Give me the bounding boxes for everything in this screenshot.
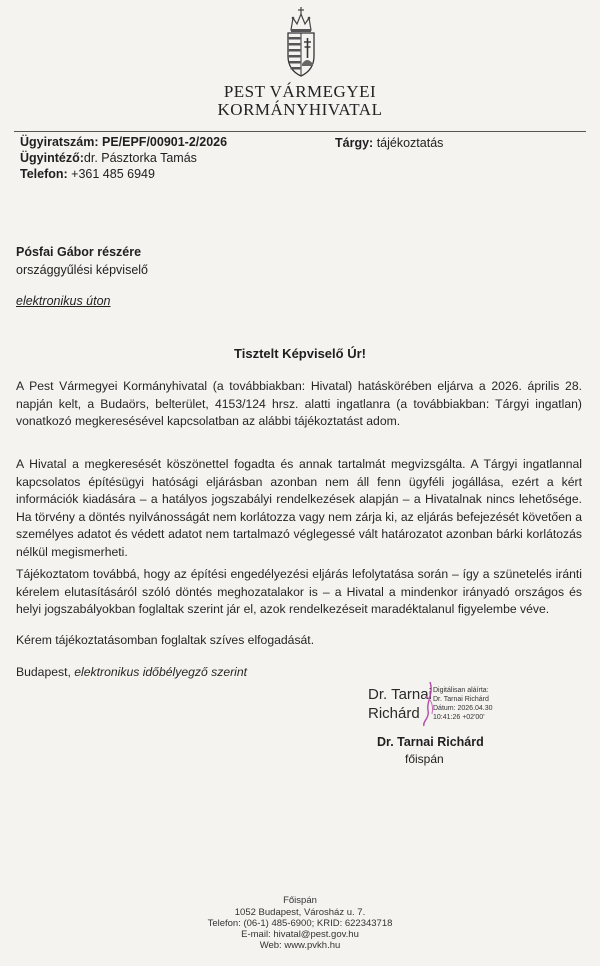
footer-title: Főispán (283, 895, 317, 906)
signature-line2: Richárd (368, 705, 420, 722)
signer-name: Dr. Tarnai Richárd (377, 735, 484, 749)
subject-label: Tárgy: (335, 136, 374, 150)
digital-signature-date: Dátum: 2026.04.30 (433, 705, 493, 712)
officer-row (20, 150, 197, 167)
officer-label: Ügyintéző: (20, 151, 84, 165)
signature-line1: Dr. Tarnai (368, 686, 432, 703)
phone-value: +361 485 6949 (71, 167, 155, 181)
digital-signature-name: Dr. Tarnai Richárd (433, 696, 489, 703)
subject-row (335, 136, 443, 150)
addressee-role: országgyűlési képviselő (16, 263, 149, 277)
dateline-text: elektronikus időbélyegző szerint (74, 665, 248, 679)
header-divider (14, 131, 586, 132)
org-name-line2: KORMÁNYHIVATAL (217, 100, 383, 119)
footer-phone: Telefon: (06-1) 485-6900; KRID: 622343718 (207, 918, 393, 929)
body-paragraph-3: Tájékoztatom továbbá, hogy az építési engedélyezési eljárás lefolytatása során – így a szünetelés iránti kérelem elutasításáról szóló döntés meghozatalakor is – a Hivatal a mindenkor irányadó országos és helyi jogszabályokban foglaltak szerint jár el, azok rendelkezéseit maradéktalanul figyelembe véve. (16, 567, 582, 616)
body-paragraph-1: A Pest Vármegyei Kormányhivatal (a továbbiakban: Hivatal) hatáskörében eljárva a 2026. április 28. napján kelt, a Budaörs, belterület, 4153/124 hrsz. alatti ingatlanra (a továbbiakban: Tárgyi ingatlan) vonatkozó megkeresésével kapcsolatban az alábbi tájékoztatást adom. (16, 379, 582, 428)
dateline-place: Budapest, (16, 665, 71, 679)
case-number-label: Ügyiratszám: (20, 135, 99, 149)
signer-title: főispán (405, 752, 444, 766)
digital-signature-stamp (433, 686, 493, 722)
digital-signature-time: 10:41:26 +02'00' (433, 714, 485, 721)
addressee-name: Pósfai Gábor részére (16, 245, 142, 259)
footer-web: Web: www.pvkh.hu (259, 940, 341, 951)
salutation: Tisztelt Képviselő Úr! (234, 346, 366, 361)
body-paragraph-4: Kérem tájékoztatásomban foglaltak szíves elfogadását. (16, 633, 315, 647)
footer-email: E-mail: hivatal@pest.gov.hu (241, 929, 359, 940)
subject-value: tájékoztatás (376, 136, 444, 150)
footer-address: 1052 Budapest, Városház u. 7. (234, 907, 366, 918)
body-paragraph-2: A Hivatal a megkeresését köszönettel fogadta és annak tartalmát megvizsgálta. A Tárgyi ingatlannal kapcsolatos építésügyi hatósági eljárásban azonban nem áll fenn ügyféli jogállása, ezért a kért információk kiadására – a hatályos jogszabályi rendelkezések alapján – a Hivatalnak nincs lehetősége. Ha törvény a döntés nyilvánosságát nem korlátozza vagy nem zárja ki, az eljárás befejezését követően a személyes adatot és védett adatot nem tartalmazó véglegessé vált határozatot azonban bárki korlátozás nélkül megismerheti. (16, 457, 582, 559)
phone-label: Telefon: (20, 167, 68, 181)
case-number-row (20, 134, 227, 151)
phone-row (20, 166, 155, 183)
delivery-method: elektronikus úton (16, 294, 111, 308)
case-number-value: PE/EPF/00901-2/2026 (101, 135, 228, 149)
digital-signature-label: Digitálisan aláírta: (433, 687, 489, 694)
org-name-line1: PEST VÁRMEGYEI (223, 82, 377, 101)
dateline (16, 664, 582, 682)
officer-value: dr. Pásztorka Tamás (83, 151, 197, 165)
coat-of-arms-icon (283, 4, 319, 78)
